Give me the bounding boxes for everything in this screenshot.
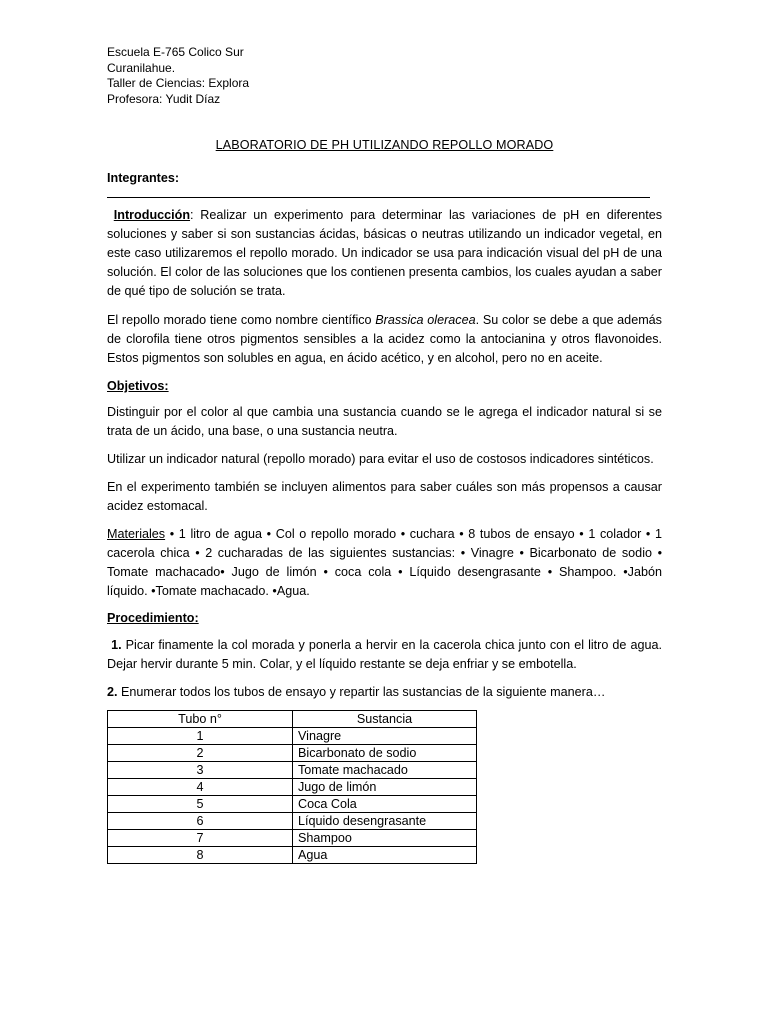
tube-number: 1	[108, 728, 293, 745]
substance: Bicarbonato de sodio	[293, 745, 477, 762]
step-2-number: 2.	[107, 685, 118, 699]
materiales-paragraph	[107, 525, 662, 601]
substance: Coca Cola	[293, 796, 477, 813]
substance: Agua	[293, 847, 477, 864]
species-name: Brassica oleracea	[375, 313, 476, 327]
header-substance: Sustancia	[293, 711, 477, 728]
objetivo-1: Distinguir por el color al que cambia una sustancia cuando se le agrega el indicador natural si se trata de un ácido, una base, o una sustancia neutra.	[107, 405, 662, 438]
materiales-label: Materiales	[107, 527, 166, 541]
header-block	[107, 44, 662, 106]
tube-number: 2	[108, 745, 293, 762]
substance: Vinagre	[293, 728, 477, 745]
step-2-text: Enumerar todos los tubos de ensayo y repartir las sustancias de la siguiente manera…	[117, 685, 606, 699]
city-name: Curanilahue.	[107, 60, 176, 75]
substance: Tomate machacado	[293, 762, 477, 779]
substance: Shampoo	[293, 830, 477, 847]
intro-paragraph	[107, 206, 662, 301]
intro-text: : Realizar un experimento para determinar las variaciones de pH en diferentes soluciones y saber si son sustancias ácidas, básicas o neutras utilizando un indicador vegetal, en este caso utilizaremos el repollo morado. Un indicador se usa para indicación visual del pH de una solución. El color de las soluciones que los contienen presenta cambios, los cuales ayudan a saber de qué tipo de solución se trata.	[107, 208, 662, 298]
procedimiento-heading: Procedimiento:	[107, 611, 199, 625]
repollo-paragraph	[107, 311, 662, 368]
objetivo-2: Utilizar un indicador natural (repollo morado) para evitar el uso de costosos indicadores sintéticos.	[107, 452, 654, 466]
tube-number: 3	[108, 762, 293, 779]
table-header-row	[108, 711, 477, 728]
workshop-name: Taller de Ciencias: Explora	[107, 76, 250, 90]
teacher-name: Profesora: Yudit Díaz	[107, 91, 221, 106]
integrantes-label: Integrantes:	[107, 171, 180, 185]
table-row	[108, 830, 477, 847]
intro-label: Introducción	[113, 208, 191, 222]
tube-number: 5	[108, 796, 293, 813]
tube-number: 8	[108, 847, 293, 864]
document-title: LABORATORIO DE PH UTILIZANDO REPOLLO MORADO	[215, 138, 554, 152]
repollo-text-before: El repollo morado tiene como nombre científico	[107, 313, 376, 327]
tube-number: 4	[108, 779, 293, 796]
step-1-text: Picar finamente la col morada y ponerla a hervir en la cacerola chica junto con el litro de agua. Dejar hervir durante 5 min. Colar, y el líquido restante se deja enfriar y se embotella.	[107, 638, 663, 671]
table-row	[108, 779, 477, 796]
header-tube-number: Tubo n°	[108, 711, 293, 728]
substance: Jugo de limón	[293, 779, 477, 796]
school-name: Escuela E-765 Colico Sur	[107, 45, 244, 59]
table-row	[108, 813, 477, 830]
table-row	[108, 762, 477, 779]
tube-number: 6	[108, 813, 293, 830]
tube-number: 7	[108, 830, 293, 847]
step-2	[107, 683, 662, 702]
objetivo-3: En el experimento también se incluyen alimentos para saber cuáles son más propensos a causar acidez estomacal.	[107, 480, 662, 513]
objetivos-heading: Objetivos:	[107, 379, 169, 393]
step-1	[107, 636, 662, 674]
table-row	[108, 847, 477, 864]
repollo-text-after: . Su color se debe a que además de clorofila tiene otros pigmentos sensibles a la acidez como la antocianina y otros flavonoides. Estos pigmentos son solubles en agua, en ácido acético, y en alcohol, pero no en aceite.	[107, 313, 662, 365]
substances-table	[107, 710, 477, 864]
integrantes-blank-line	[107, 189, 650, 198]
table-row	[108, 745, 477, 762]
table-row	[108, 796, 477, 813]
table-row	[108, 728, 477, 745]
materiales-text: • 1 litro de agua • Col o repollo morado • cuchara • 8 tubos de ensayo • 1 colador • 1 cacerola chica • 2 cucharadas de las siguientes sustancias: • Vinagre • Bicarbonato de sodio • Tomate machacado• Jugo de limón • coca cola • Líquido desengrasante • Shampoo. •Jabón líquido. •Tomate machacado. •Agua.	[107, 527, 662, 598]
substance: Líquido desengrasante	[293, 813, 477, 830]
step-1-number: 1.	[111, 638, 122, 652]
